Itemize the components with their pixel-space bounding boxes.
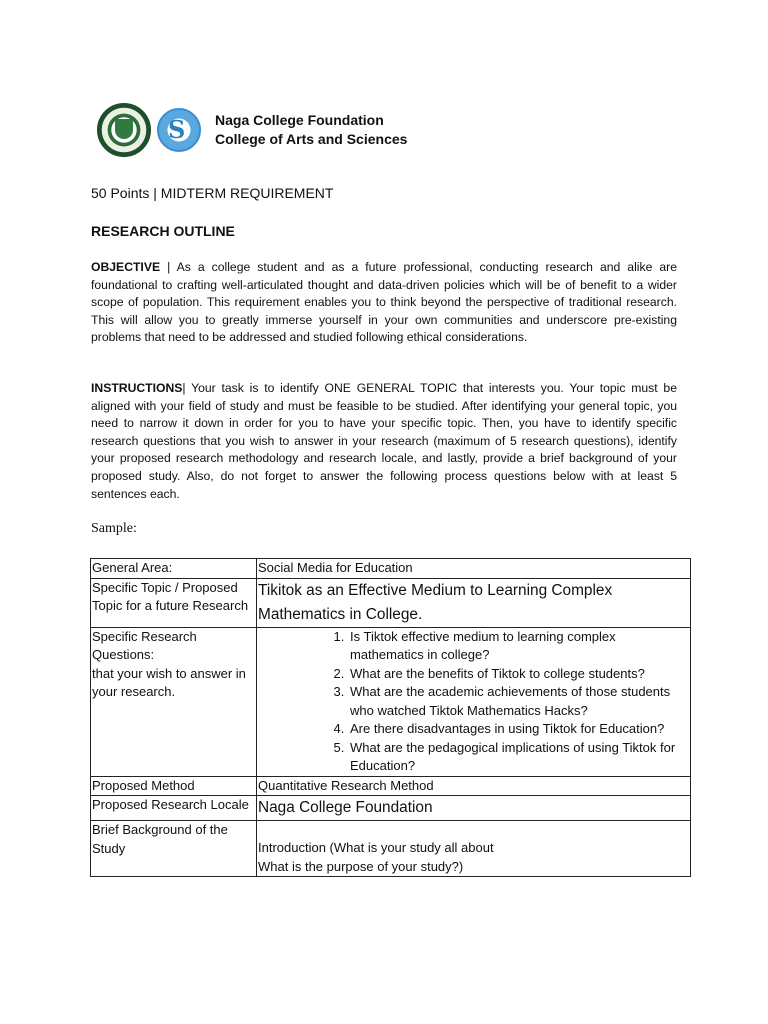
- table-row: [91, 776, 691, 796]
- method-value: Quantitative Research Method: [257, 776, 691, 796]
- specific-topic-value: Tikitok as an Effective Medium to Learning Complex Mathematics in College.: [257, 578, 691, 627]
- objective-paragraph: [91, 259, 677, 347]
- research-questions-cell: [257, 627, 691, 776]
- method-label: Proposed Method: [91, 776, 257, 796]
- outline-title: RESEARCH OUTLINE: [91, 223, 235, 239]
- college-seal-logo: [97, 103, 151, 157]
- research-outline-table: [90, 558, 691, 877]
- background-value-cell: [257, 821, 691, 877]
- research-questions-list: [258, 628, 690, 776]
- instructions-text: | Your task is to identify ONE GENERAL TOPIC that interests you. Your topic must be aligned with your field of study and must be feasible to be studied. After identifying your general topic, you need to narrow it down in order for you to have your specific topic. Then, you have to identify specific research questions that you wish to answer in your research (maximum of 5 research questions), identify your proposed research methodology and research locale, and lastly, provide a brief background of your proposed study. Also, do not forget to answer the following process questions below with at least 5 sentences each.: [91, 381, 677, 501]
- list-item: 3. What are the academic achievements of those students who watched Tiktok Mathematics Hacks?: [348, 683, 690, 720]
- table-row: [91, 559, 691, 579]
- background-line-2: What is the purpose of your study?): [258, 858, 464, 874]
- research-questions-label-cell: [91, 627, 257, 776]
- list-item: 1. Is Tiktok effective medium to learning complex mathematics in college?: [348, 628, 690, 665]
- locale-value: Naga College Foundation: [257, 796, 691, 821]
- locale-label: Proposed Research Locale: [91, 796, 257, 821]
- general-area-label: General Area:: [91, 559, 257, 579]
- table-row: [91, 796, 691, 821]
- list-item: 4. Are there disadvantages in using Tiktok for Education?: [348, 720, 690, 739]
- objective-text: | As a college student and as a future professional, conducting research and alike are foundational to crafting well-articulated thought and data-driven policies which will be of benefit to a wider scope of population. This requirement enables you to think beyond the perspective of traditional research. This will allow you to greatly immerse yourself in your own communities and underscore pre-existing problems that need to be addressed and studied following ethical considerations.: [91, 260, 677, 345]
- list-item: 2. What are the benefits of Tiktok to college students?: [348, 665, 690, 684]
- institution-name: Naga College Foundation: [215, 112, 384, 128]
- specific-topic-label: Specific Topic / Proposed Topic for a future Research: [91, 578, 257, 627]
- background-label: Brief Background of the Study: [91, 821, 257, 877]
- list-item: 5. What are the pedagogical implications of using Tiktok for Education?: [348, 739, 690, 776]
- table-row: [91, 578, 691, 627]
- research-questions-label: Specific Research Questions:: [92, 628, 197, 662]
- table-row: [91, 821, 691, 877]
- instructions-paragraph: [91, 380, 677, 503]
- general-area-value: Social Media for Education: [257, 559, 691, 579]
- institution-name-block: [215, 111, 407, 149]
- research-questions-sublabel: that your wish to answer in your research.: [92, 665, 246, 699]
- sample-label: Sample:: [91, 521, 137, 536]
- points-line: 50 Points | MIDTERM REQUIREMENT: [91, 185, 334, 201]
- background-line-1: Introduction (What is your study all about: [258, 840, 494, 855]
- table-row: [91, 627, 691, 776]
- department-emblem-logo: S: [157, 108, 201, 152]
- instructions-label: INSTRUCTIONS: [91, 381, 183, 395]
- document-header: [97, 103, 407, 157]
- objective-label: OBJECTIVE: [91, 260, 161, 274]
- department-name: College of Arts and Sciences: [215, 131, 408, 147]
